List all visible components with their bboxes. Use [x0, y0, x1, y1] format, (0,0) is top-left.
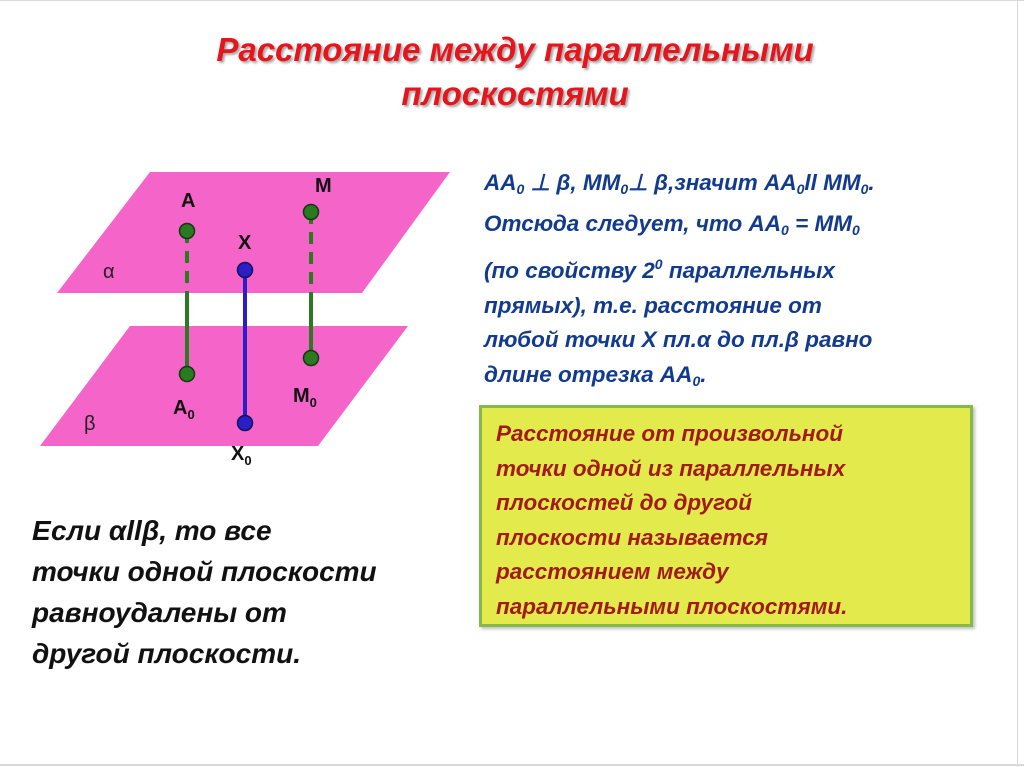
conclusion-line: Если αllβ, то все — [32, 515, 272, 546]
point-m — [304, 205, 319, 220]
point-x0 — [238, 416, 253, 431]
label-a0: $A_0$ — [173, 397, 195, 422]
label-m0: $M_0$ — [293, 385, 317, 410]
definition-line: Расстояние от произвольной — [496, 421, 844, 446]
conclusion-line: точки одной плоскости — [32, 556, 377, 587]
point-a0 — [180, 367, 195, 382]
label-plane-alpha: α — [103, 261, 115, 283]
conclusion-line: равноудалены от — [32, 597, 287, 628]
definition-line: расстоянием между — [496, 559, 729, 584]
definition-text — [496, 417, 966, 624]
definition-line: точки одной из параллельных — [496, 455, 846, 481]
slide-title: Расстояние между параллельными плоскостями — [216, 31, 814, 112]
conclusion-text — [32, 510, 462, 674]
point-x — [238, 263, 253, 278]
plane-alpha — [57, 172, 450, 293]
point-a — [180, 224, 195, 239]
label-x: X — [238, 232, 252, 254]
reasoning-line-3: (по свойству $2^0$ параллельных — [484, 256, 835, 283]
reasoning-line-2: Отсюда следует, что $АА_0 = ММ_0$ — [484, 210, 860, 238]
label-x0: $X_0$ — [231, 443, 252, 468]
conclusion-line: другой плоскости. — [32, 638, 301, 669]
reasoning-line-1: $АА_0$ ⊥ β, $ММ_0\perp$ β,значит $АА_0ll$ $ММ_0$. — [484, 170, 875, 197]
definition-line: плоскостей до другой — [496, 490, 753, 515]
label-plane-beta: β — [84, 413, 96, 435]
label-a: A — [181, 190, 196, 212]
point-m0 — [304, 351, 319, 366]
reasoning-line-6: длине отрезка $АА_0$. — [484, 361, 707, 389]
reasoning-line-4: прямых), т.е. расстояние от — [484, 292, 822, 318]
definition-line: плоскости называется — [496, 524, 768, 550]
label-m: M — [315, 175, 332, 197]
reasoning-line-5: любой точки Х пл.α до пл.β равно — [484, 327, 873, 352]
reasoning-text — [484, 166, 994, 398]
definition-line: параллельными плоскостями. — [496, 593, 848, 619]
definition-box — [479, 405, 973, 627]
